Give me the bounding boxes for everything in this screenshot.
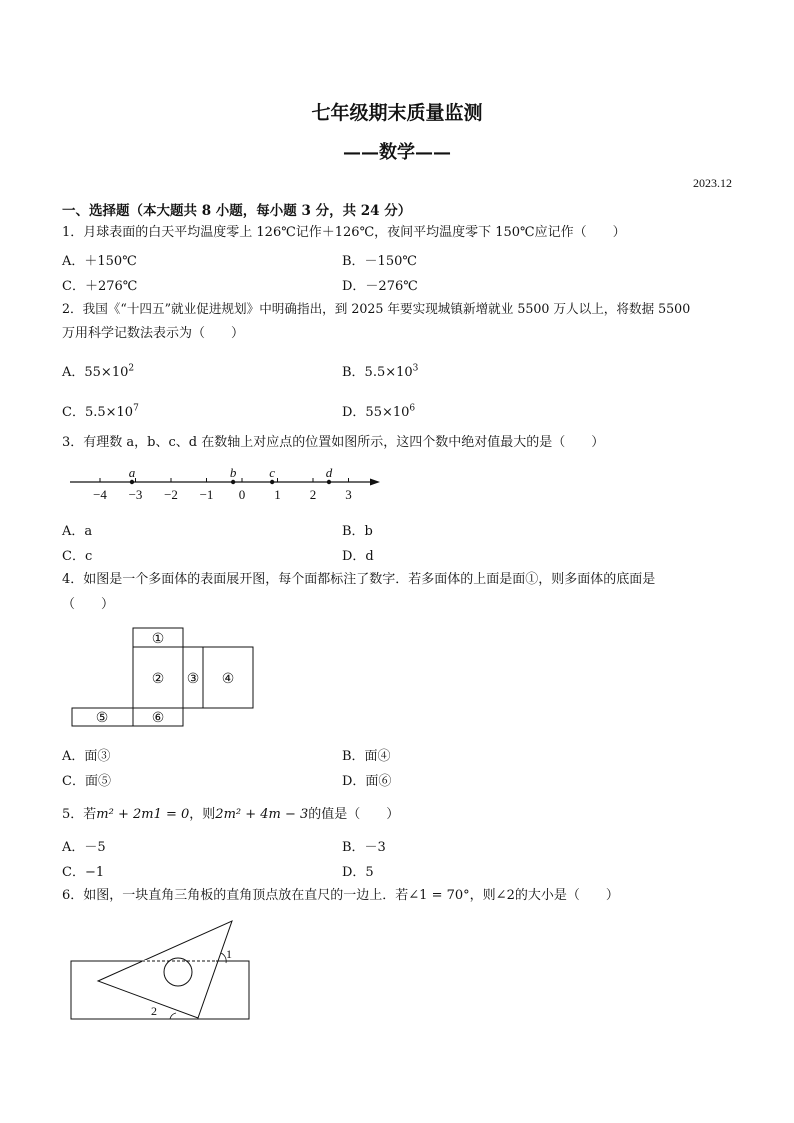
q4-option-b: B．面④ <box>342 749 391 764</box>
number-line-point-b <box>231 480 235 484</box>
q5-option-d: D．5 <box>342 865 374 880</box>
number-line-figure <box>62 460 392 510</box>
q5-option-a: A．－5 <box>62 840 106 855</box>
number-line-tick-label: −2 <box>164 487 178 502</box>
q5-option-b: B．－3 <box>342 840 386 855</box>
q5-expression: 2m² + 4m − 3 <box>215 807 309 822</box>
number-line-points <box>129 465 333 484</box>
q3-option-d: D．d <box>342 549 374 564</box>
face-6-label: ⑥ <box>151 711 165 726</box>
q1-option-d: D．－276℃ <box>342 279 418 294</box>
q4-option-a: A．面③ <box>62 749 111 764</box>
question-6-stem: 6．如图，一块直角三角板的直角顶点放在直尺的一边上．若∠1 = 70°，则∠2的大小是（ ） <box>62 888 619 903</box>
question-1-stem: 1．月球表面的白天平均温度零上 126℃记作＋126℃，夜间平均温度零下 150℃应记作（ ） <box>62 225 626 240</box>
q2-option-b: B．$5.5\times 10^3$ <box>342 363 419 380</box>
question-2-stem-line1: 2．我国《“十四五”就业促进规划》中明确指出，到 2025 年要实现城镇新增就业 5500 万人以上，将数据 5500 <box>62 301 691 316</box>
number-line-point-d <box>327 480 331 484</box>
number-line-tick-label: −3 <box>128 487 143 502</box>
q2-option-c: C．$5.5\times 10^7$ <box>62 403 139 420</box>
face-5-label: ⑤ <box>95 711 109 726</box>
number-line-arrow <box>370 479 380 486</box>
q4-option-c: C．面⑤ <box>62 774 111 789</box>
net-figure <box>70 627 260 731</box>
page-title: 七年级期末质量监测 <box>311 102 483 124</box>
triangle-plate <box>98 921 232 1018</box>
q3-option-c: C．c <box>62 549 93 564</box>
number-line-point-c <box>270 480 274 484</box>
q6-angle-2: ∠2 <box>495 888 515 903</box>
number-line-point-label-c: c <box>269 465 276 480</box>
face-3-label: ③ <box>186 672 200 687</box>
q5-option-c: C．−1 <box>62 865 105 880</box>
number-line-tick-label: 0 <box>238 487 246 502</box>
number-line-tick-label: −4 <box>93 487 107 502</box>
ruler-triangle-figure <box>68 915 254 1023</box>
number-line-tick-label: 1 <box>274 487 281 502</box>
question-3-stem: 3．有理数 a，b、c、d 在数轴上对应点的位置如图所示，这四个数中绝对值最大的是（ ） <box>62 435 605 450</box>
q6-angle-1: ∠1 = 70° <box>408 888 470 903</box>
number-line-tick-label: 3 <box>345 487 352 502</box>
q1-option-c: C．＋276℃ <box>62 279 138 294</box>
page-subtitle: ——数学—— <box>343 142 451 163</box>
number-line-point-label-b: b <box>229 465 237 480</box>
angle-2-arc <box>170 1013 176 1019</box>
q1-option-b: B．－150℃ <box>342 254 417 269</box>
q1-option-a: A．＋150℃ <box>62 254 137 269</box>
section-heading: 一、选择题（本大题共 8 小题，每小题 3 分，共 24 分） <box>62 203 412 219</box>
number-line-point-label-a: a <box>128 465 136 480</box>
q2-option-d: D．$55\times 10^6$ <box>342 403 416 420</box>
exam-date: 2023.12 <box>693 176 732 190</box>
number-line-tick-label: −1 <box>199 487 214 502</box>
face-4-label: ④ <box>221 672 235 687</box>
q2-option-a: A．$55\times 10^2$ <box>62 363 135 380</box>
q5-equation-1: m² + 2m1 = 0 <box>96 807 190 822</box>
triangle-hole <box>164 958 192 986</box>
face-1-label: ① <box>151 632 165 647</box>
number-line-point-a <box>130 480 134 484</box>
question-2-stem-line2: 万用科学记数法表示为（ ） <box>62 326 245 341</box>
q4-option-d: D．面⑥ <box>342 774 392 789</box>
angle-2-label: 2 <box>151 1004 157 1018</box>
number-line-point-label-d: d <box>325 465 333 480</box>
question-4-stem-line2: （ ） <box>62 597 115 612</box>
question-5-stem: 5．若m² + 2m1 = 0，则2m² + 4m − 3的值是（ ） <box>62 807 400 822</box>
q3-option-a: A．a <box>62 524 93 539</box>
ruler <box>71 961 249 1019</box>
question-4-stem-line1: 4．如图是一个多面体的表面展开图，每个面都标注了数字．若多面体的上面是面①，则多面体的底面是 <box>62 572 656 587</box>
face-2-label: ② <box>151 672 165 687</box>
number-line-tick-label: 2 <box>309 487 317 502</box>
q3-option-b: B．b <box>342 524 373 539</box>
angle-1-label: 1 <box>226 947 232 961</box>
